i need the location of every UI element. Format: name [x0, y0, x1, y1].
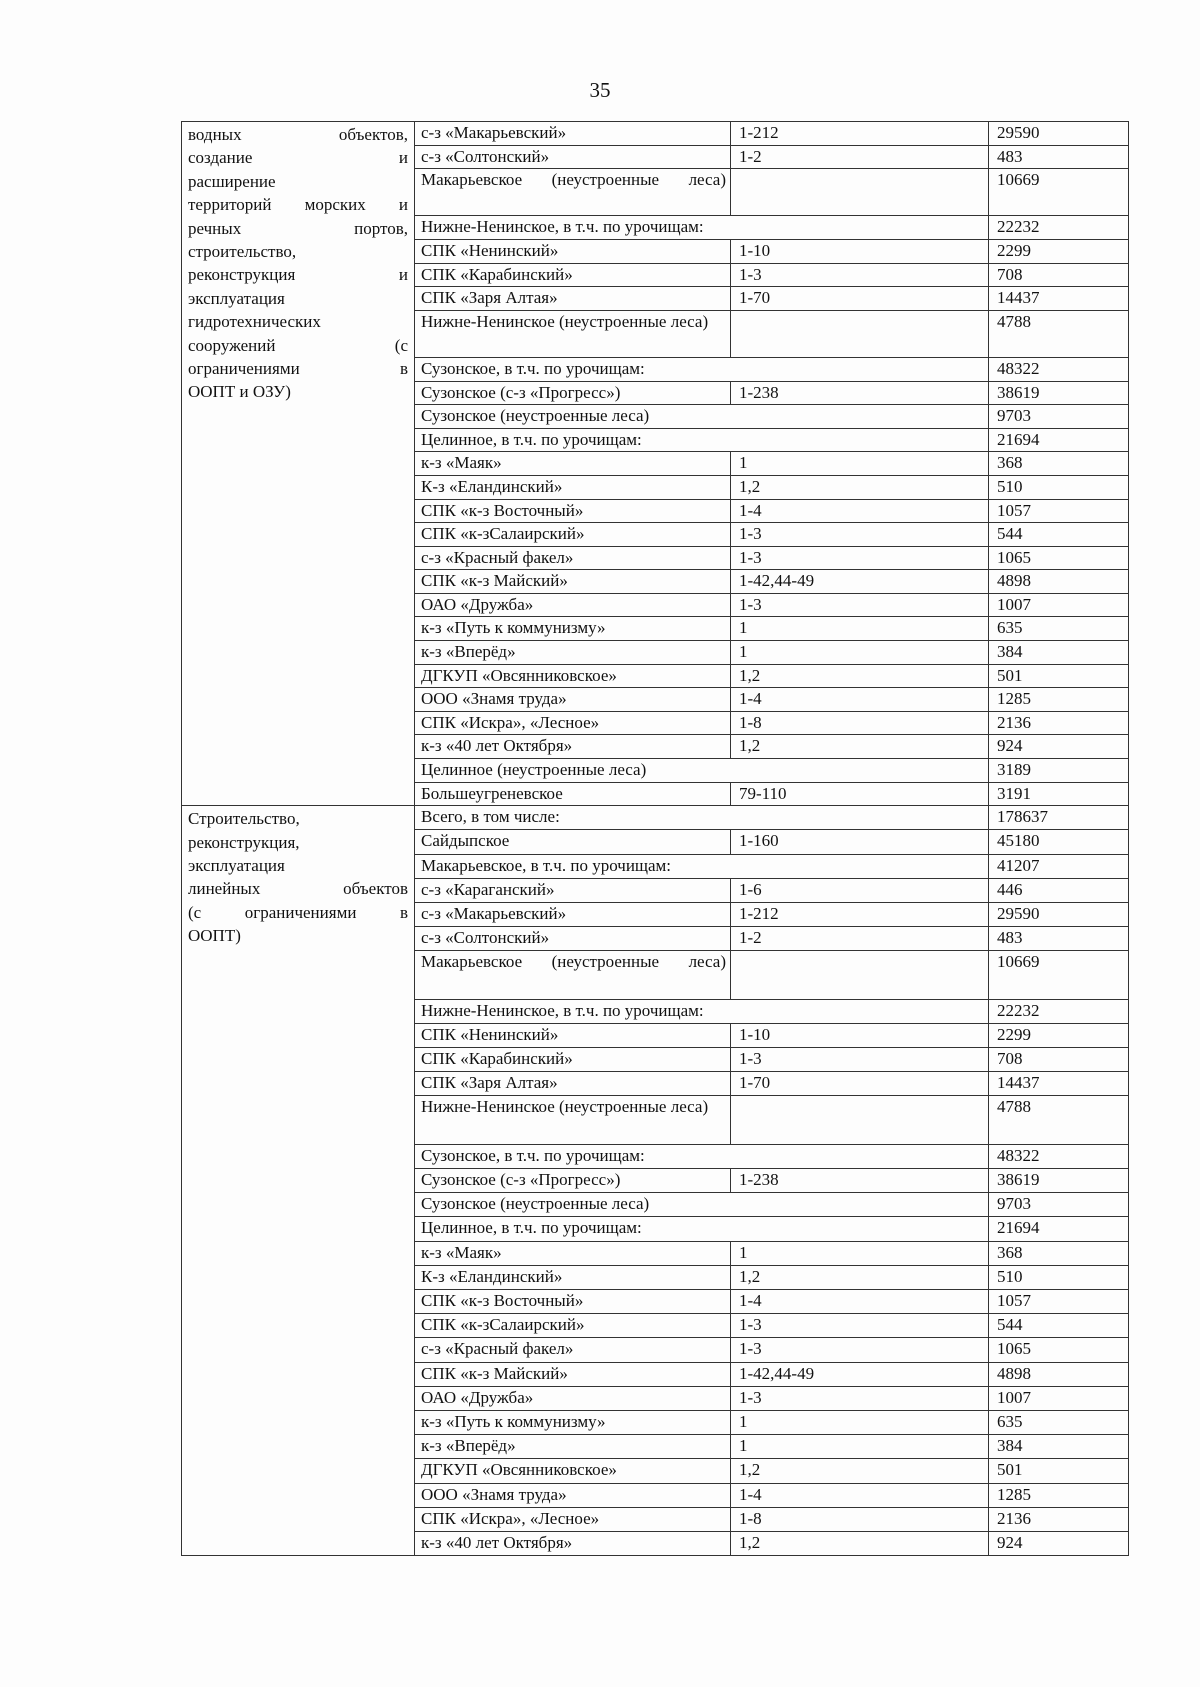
area-name-cell: с-з «Караганский»: [415, 878, 731, 902]
purpose-cell: [182, 806, 415, 1556]
purpose-line: эксплуатация: [188, 288, 285, 308]
area-name-cell: Нижне-Ненинское (неустроенные леса): [415, 1096, 731, 1144]
quarters-cell: 1: [731, 1435, 989, 1459]
area-name-cell: Целинное (неустроенные леса): [415, 759, 989, 783]
area-name-cell: СПК «к-з Майский»: [415, 1362, 731, 1386]
quarters-cell: 1: [731, 452, 989, 476]
area-ha-cell: 1065: [989, 1338, 1129, 1362]
purpose-line: речных портов,: [188, 218, 408, 238]
quarters-cell: 1-10: [731, 1023, 989, 1047]
quarters-cell: 1-3: [731, 1314, 989, 1338]
area-ha-cell: 1057: [989, 1290, 1129, 1314]
quarters-cell: 1-3: [731, 263, 989, 287]
area-ha-cell: 510: [989, 475, 1129, 499]
purpose-line: эксплуатация: [188, 856, 285, 876]
purpose-line: расширение: [188, 171, 276, 191]
area-ha-cell: 10669: [989, 951, 1129, 999]
quarters-cell: 1,2: [731, 1531, 989, 1555]
area-name-cell: Сузонское (неустроенные леса): [415, 405, 989, 429]
area-name-cell: СПК «Карабинский»: [415, 1048, 731, 1072]
quarters-cell: 1-3: [731, 1386, 989, 1410]
area-name-cell: Нижне-Ненинское, в т.ч. по урочищам:: [415, 999, 989, 1023]
area-name-cell: к-з «Путь к коммунизму»: [415, 1410, 731, 1434]
area-name-cell: СПК «Карабинский»: [415, 263, 731, 287]
area-ha-cell: 924: [989, 1531, 1129, 1555]
area-ha-cell: 368: [989, 452, 1129, 476]
quarters-cell: 1-3: [731, 523, 989, 547]
area-name-cell: Нижне-Ненинское (неустроенные леса): [415, 310, 731, 357]
area-name-cell: с-з «Солтонский»: [415, 927, 731, 951]
area-name-cell: ОАО «Дружба»: [415, 593, 731, 617]
area-ha-cell: 384: [989, 1435, 1129, 1459]
quarters-cell: 1-238: [731, 1169, 989, 1193]
area-ha-cell: 4898: [989, 1362, 1129, 1386]
area-ha-cell: 635: [989, 1410, 1129, 1434]
quarters-cell: 1,2: [731, 735, 989, 759]
area-ha-cell: 4788: [989, 310, 1129, 357]
page-number: 35: [589, 78, 611, 102]
quarters-cell: [731, 1096, 989, 1144]
quarters-cell: 1,2: [731, 1459, 989, 1483]
area-ha-cell: 10669: [989, 169, 1129, 216]
area-ha-cell: 501: [989, 1459, 1129, 1483]
quarters-cell: 1-238: [731, 381, 989, 405]
area-ha-cell: 2136: [989, 711, 1129, 735]
area-ha-cell: 446: [989, 878, 1129, 902]
purpose-line: строительство,: [188, 242, 297, 262]
area-name-cell: ДГКУП «Овсянниковское»: [415, 664, 731, 688]
purpose-line: ООПТ): [188, 926, 241, 946]
purpose-line: водных объектов,: [188, 125, 408, 144]
purpose-line: ООПТ и ОЗУ): [188, 382, 291, 402]
purpose-line: гидротехнических: [188, 312, 321, 332]
quarters-cell: 1-2: [731, 145, 989, 169]
purpose-line: линейных объектов: [188, 879, 408, 899]
area-name-cell: ОАО «Дружба»: [415, 1386, 731, 1410]
area-name-cell: к-з «40 лет Октября»: [415, 735, 731, 759]
quarters-cell: 1-6: [731, 878, 989, 902]
area-name-cell: Сузонское, в т.ч. по урочищам:: [415, 357, 989, 381]
area-ha-cell: 635: [989, 617, 1129, 641]
area-ha-cell: 1057: [989, 499, 1129, 523]
area-ha-cell: 178637: [989, 806, 1129, 830]
area-ha-cell: 45180: [989, 830, 1129, 854]
quarters-cell: 1-212: [731, 122, 989, 146]
purpose-line: ограничениями в: [188, 359, 408, 379]
area-name-cell: с-з «Макарьевский»: [415, 122, 731, 146]
area-name-cell: с-з «Красный факел»: [415, 546, 731, 570]
area-ha-cell: 41207: [989, 854, 1129, 878]
area-ha-cell: 21694: [989, 1217, 1129, 1241]
area-name-cell: Сузонское (с-з «Прогресс»): [415, 381, 731, 405]
quarters-cell: 1-4: [731, 1290, 989, 1314]
area-name-cell: К-з «Еландинский»: [415, 475, 731, 499]
area-name-cell: Сузонское, в т.ч. по урочищам:: [415, 1144, 989, 1168]
quarters-cell: 1-3: [731, 1338, 989, 1362]
area-ha-cell: 38619: [989, 381, 1129, 405]
area-ha-cell: 708: [989, 1048, 1129, 1072]
area-ha-cell: 3189: [989, 759, 1129, 783]
area-ha-cell: 14437: [989, 1072, 1129, 1096]
quarters-cell: 1-160: [731, 830, 989, 854]
area-ha-cell: 1007: [989, 593, 1129, 617]
quarters-cell: 1-3: [731, 546, 989, 570]
area-name-cell: Сузонское (с-з «Прогресс»): [415, 1169, 731, 1193]
quarters-cell: 1-8: [731, 711, 989, 735]
table-body: [182, 122, 1129, 1556]
table-row: [182, 122, 1129, 146]
area-ha-cell: 544: [989, 1314, 1129, 1338]
quarters-cell: 1,2: [731, 475, 989, 499]
quarters-cell: [731, 169, 989, 216]
area-name-cell: к-з «40 лет Октября»: [415, 1531, 731, 1555]
quarters-cell: 1-42,44-49: [731, 570, 989, 594]
area-ha-cell: 501: [989, 664, 1129, 688]
area-ha-cell: 3191: [989, 782, 1129, 806]
area-ha-cell: 1065: [989, 546, 1129, 570]
area-ha-cell: 14437: [989, 287, 1129, 311]
area-ha-cell: 38619: [989, 1169, 1129, 1193]
quarters-cell: [731, 310, 989, 357]
quarters-cell: 1: [731, 1241, 989, 1265]
area-name-cell: СПК «к-зСалаирский»: [415, 1314, 731, 1338]
area-ha-cell: 9703: [989, 1193, 1129, 1217]
area-name-cell: Сайдыпское: [415, 830, 731, 854]
quarters-cell: 1: [731, 1410, 989, 1434]
quarters-cell: 1-3: [731, 1048, 989, 1072]
area-name-cell: СПК «Ненинский»: [415, 1023, 731, 1047]
area-ha-cell: 22232: [989, 999, 1129, 1023]
purpose-line: Строительство,: [188, 809, 300, 829]
area-name-cell: ООО «Знамя труда»: [415, 1483, 731, 1507]
area-name-cell: СПК «Искра», «Лесное»: [415, 1507, 731, 1531]
quarters-cell: 1-212: [731, 902, 989, 926]
purpose-line: реконструкция и: [188, 265, 408, 285]
purpose-line: территорий морских и: [188, 195, 408, 215]
quarters-cell: 1-4: [731, 1483, 989, 1507]
area-name-cell: СПК «к-зСалаирский»: [415, 523, 731, 547]
purpose-line: (с ограничениями в: [188, 902, 408, 922]
area-ha-cell: 483: [989, 927, 1129, 951]
area-ha-cell: 708: [989, 263, 1129, 287]
purpose-line: сооружений (с: [188, 335, 408, 355]
quarters-cell: 1-4: [731, 499, 989, 523]
area-name-cell: Макарьевское (неустроенные леса): [415, 951, 731, 999]
area-ha-cell: 2136: [989, 1507, 1129, 1531]
quarters-cell: 1-2: [731, 927, 989, 951]
area-ha-cell: 1285: [989, 1483, 1129, 1507]
area-ha-cell: 483: [989, 145, 1129, 169]
area-ha-cell: 924: [989, 735, 1129, 759]
area-name-cell: к-з «Путь к коммунизму»: [415, 617, 731, 641]
area-name-cell: К-з «Еландинский»: [415, 1265, 731, 1289]
area-ha-cell: 1285: [989, 688, 1129, 712]
area-ha-cell: 1007: [989, 1386, 1129, 1410]
quarters-cell: 1-70: [731, 287, 989, 311]
quarters-cell: 1-10: [731, 239, 989, 263]
area-name-cell: СПК «к-з Майский»: [415, 570, 731, 594]
quarters-cell: 1: [731, 641, 989, 665]
area-ha-cell: 544: [989, 523, 1129, 547]
area-name-cell: Большеугреневское: [415, 782, 731, 806]
area-name-cell: Целинное, в т.ч. по урочищам:: [415, 428, 989, 452]
area-ha-cell: 48322: [989, 357, 1129, 381]
area-name-cell: ООО «Знамя труда»: [415, 688, 731, 712]
forest-areas-table: [181, 121, 1129, 1556]
quarters-cell: 1,2: [731, 664, 989, 688]
area-ha-cell: 4898: [989, 570, 1129, 594]
area-name-cell: СПК «к-з Восточный»: [415, 499, 731, 523]
area-ha-cell: 2299: [989, 1023, 1129, 1047]
purpose-line: реконструкция,: [188, 832, 300, 852]
quarters-cell: 1-4: [731, 688, 989, 712]
area-name-cell: к-з «Вперёд»: [415, 641, 731, 665]
area-ha-cell: 29590: [989, 902, 1129, 926]
area-name-cell: Всего, в том числе:: [415, 806, 989, 830]
quarters-cell: 1-3: [731, 593, 989, 617]
area-name-cell: СПК «Искра», «Лесное»: [415, 711, 731, 735]
area-name-cell: СПК «Ненинский»: [415, 239, 731, 263]
quarters-cell: 1-42,44-49: [731, 1362, 989, 1386]
area-name-cell: СПК «Заря Алтая»: [415, 287, 731, 311]
area-name-cell: с-з «Солтонский»: [415, 145, 731, 169]
area-ha-cell: 2299: [989, 239, 1129, 263]
quarters-cell: 79-110: [731, 782, 989, 806]
table-row: [182, 806, 1129, 830]
area-ha-cell: 48322: [989, 1144, 1129, 1168]
quarters-cell: [731, 951, 989, 999]
area-ha-cell: 21694: [989, 428, 1129, 452]
area-name-cell: Целинное, в т.ч. по урочищам:: [415, 1217, 989, 1241]
area-name-cell: Макарьевское, в т.ч. по урочищам:: [415, 854, 989, 878]
area-name-cell: Нижне-Ненинское, в т.ч. по урочищам:: [415, 216, 989, 240]
area-ha-cell: 22232: [989, 216, 1129, 240]
area-ha-cell: 510: [989, 1265, 1129, 1289]
area-name-cell: с-з «Красный факел»: [415, 1338, 731, 1362]
purpose-line: создание и: [188, 148, 408, 168]
area-ha-cell: 29590: [989, 122, 1129, 146]
area-name-cell: к-з «Вперёд»: [415, 1435, 731, 1459]
area-name-cell: Макарьевское (неустроенные леса): [415, 169, 731, 216]
area-name-cell: с-з «Макарьевский»: [415, 902, 731, 926]
quarters-cell: 1: [731, 617, 989, 641]
area-name-cell: ДГКУП «Овсянниковское»: [415, 1459, 731, 1483]
area-ha-cell: 4788: [989, 1096, 1129, 1144]
area-name-cell: СПК «Заря Алтая»: [415, 1072, 731, 1096]
area-name-cell: к-з «Маяк»: [415, 1241, 731, 1265]
area-ha-cell: 384: [989, 641, 1129, 665]
area-ha-cell: 9703: [989, 405, 1129, 429]
area-ha-cell: 368: [989, 1241, 1129, 1265]
quarters-cell: 1-70: [731, 1072, 989, 1096]
purpose-cell: [182, 122, 415, 806]
area-name-cell: к-з «Маяк»: [415, 452, 731, 476]
quarters-cell: 1,2: [731, 1265, 989, 1289]
area-name-cell: СПК «к-з Восточный»: [415, 1290, 731, 1314]
quarters-cell: 1-8: [731, 1507, 989, 1531]
area-name-cell: Сузонское (неустроенные леса): [415, 1193, 989, 1217]
